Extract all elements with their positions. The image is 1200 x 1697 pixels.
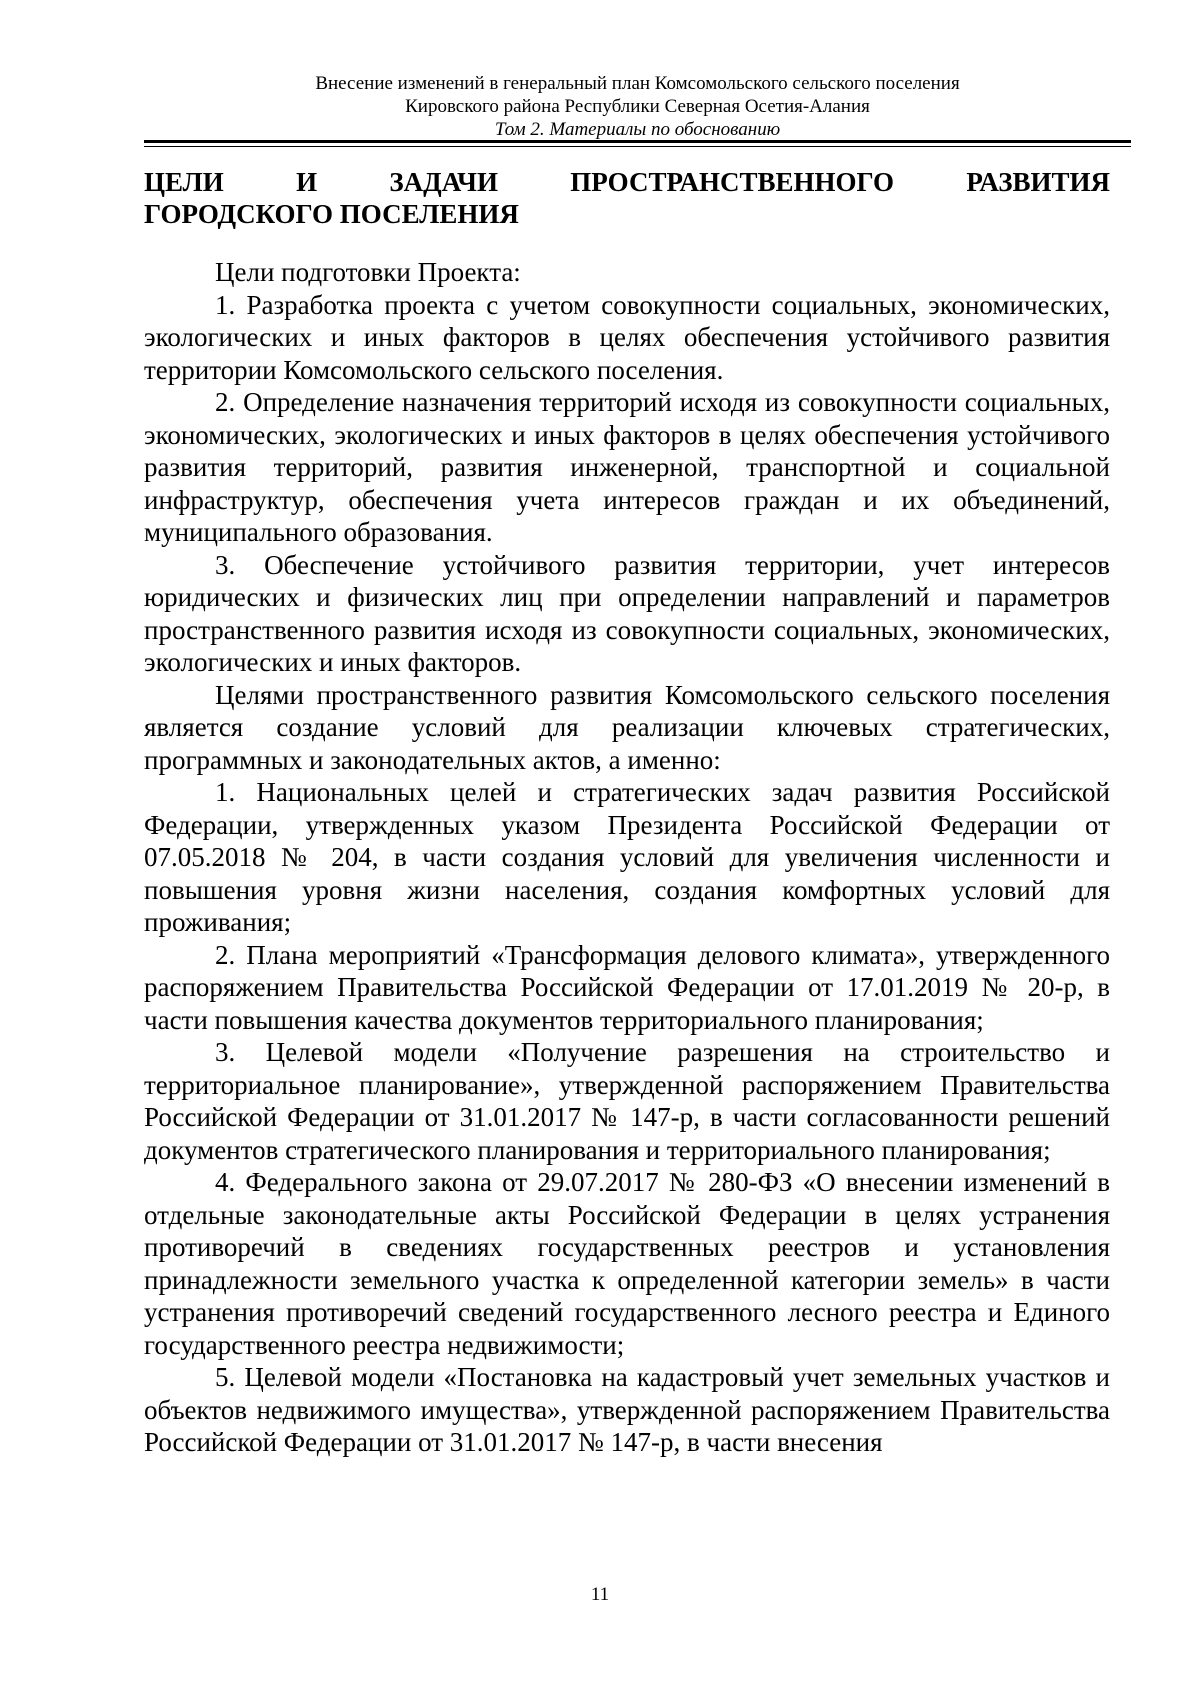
header-line-1: Внесение изменений в генеральный план Комсомольского сельского поселения: [315, 73, 960, 94]
paragraph-intro: Цели подготовки Проекта:: [215, 257, 521, 287]
section-heading-line-1: ЦЕЛИ И ЗАДАЧИ ПРОСТРАНСТВЕННОГО РАЗВИТИЯ: [144, 167, 1110, 197]
paragraph-goal-2: 2. Определение назначения территорий исходя из совокупности социальных, экономических, экологических и иных факторов в целях обеспечения устойчивого развития территорий, развития инженерной, транспортной и социальной инфраструктур, обеспечения учета интересов граждан и их объединений, муниципального образования.: [144, 387, 1110, 547]
paragraph-aim-3: 3. Целевой модели «Получение разрешения на строительство и территориальное планирование», утвержденной распоряжением Правительства Российской Федерации от 31.01.2017 № 147-р, в части согласованности решений документов стратегического планирования и территориального планирования;: [144, 1037, 1110, 1165]
header-line-2: Кировского района Республики Северная Осетия-Алания: [405, 96, 870, 117]
section-heading-line-2: ГОРОДСКОГО ПОСЕЛЕНИЯ: [144, 199, 519, 229]
paragraph-aims: Целями пространственного развития Комсомольского сельского поселения является создание условий для реализации ключевых стратегических, программных и законодательных актов, а именно:: [144, 679, 1110, 775]
header-rule-thick: [144, 140, 1131, 143]
paragraph-aim-5: 5. Целевой модели «Постановка на кадастровый учет земельных участков и объектов недвижимого имущества», утвержденной распоряжением Правительства Российской Федерации от 31.01.2017 № 147-р, в части внесения: [144, 1362, 1110, 1457]
paragraph-goal-1: 1. Разработка проекта с учетом совокупности социальных, экономических, экологических и иных факторов в целях обеспечения устойчивого развития территории Комсомольского сельского поселения.: [144, 289, 1110, 385]
paragraph-aim-2: 2. Плана мероприятий «Трансформация делового климата», утвержденного распоряжением Правительства Российской Федерации от 17.01.2019 № 20-р, в части повышения качества документов территориального планирования;: [144, 939, 1110, 1035]
header-line-3: Том 2. Материалы по обоснованию: [494, 119, 781, 140]
section-heading: [144, 166, 1110, 230]
running-header: [144, 72, 1131, 141]
paragraph-aim-1: 1. Национальных целей и стратегических задач развития Российской Федерации, утвержденных указом Президента Российской Федерации от 07.05.2018 № 204, в части создания условий для увеличения численности и повышения уровня жизни населения, создания комфортных условий для проживания;: [144, 777, 1110, 937]
document-body: [144, 166, 1110, 1459]
paragraph-aim-4: 4. Федерального закона от 29.07.2017 № 280-ФЗ «О внесении изменений в отдельные законодательные акты Российской Федерации в целях устранения противоречий в сведениях государственных реестров и установления принадлежности земельного участка к определенной категории земель» в части устранения противоречий сведений государственного лесного реестра и Единого государственного реестра недвижимости;: [144, 1167, 1110, 1360]
header-rule-thin: [144, 146, 1131, 147]
paragraph-goal-3: 3. Обеспечение устойчивого развития территории, учет интересов юридических и физических лиц при определении направлений и параметров пространственного развития исходя из совокупности социальных, экономических, экологических и иных факторов.: [144, 549, 1110, 677]
page-number: 11: [590, 1584, 610, 1605]
